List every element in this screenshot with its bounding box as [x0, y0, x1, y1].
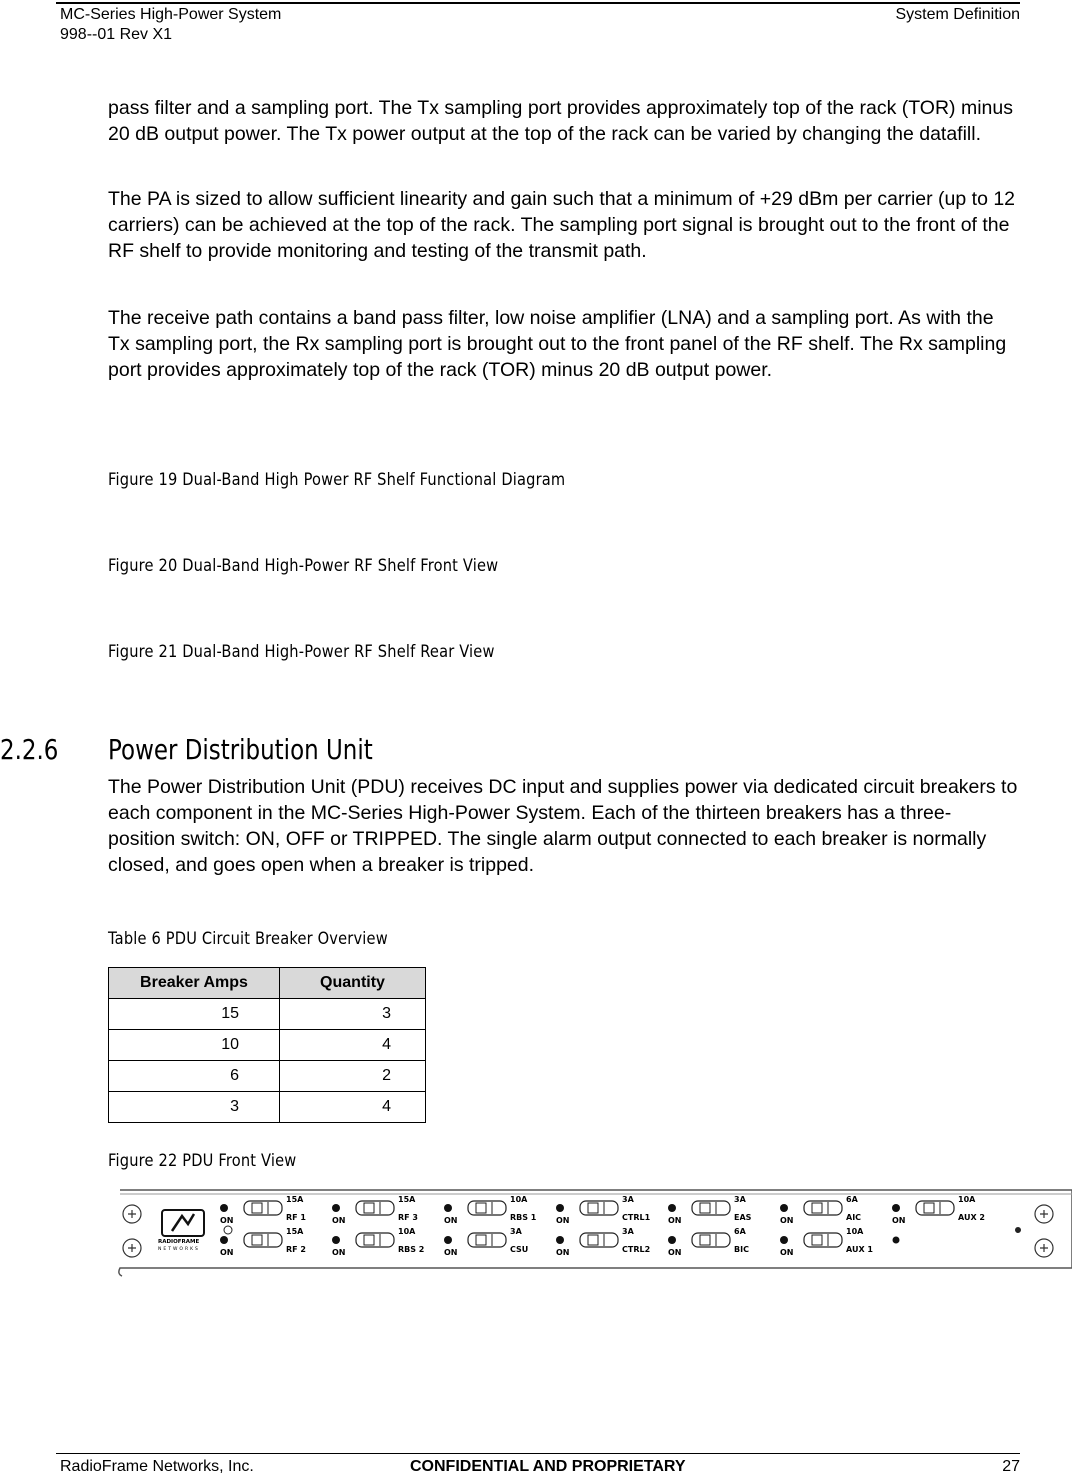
breaker-led	[668, 1204, 676, 1212]
breaker-led	[892, 1204, 900, 1212]
on-label: ON	[668, 1248, 682, 1257]
breaker-led	[893, 1237, 900, 1244]
breaker-led	[780, 1204, 788, 1212]
on-label: ON	[780, 1248, 794, 1257]
breaker-led	[220, 1204, 228, 1212]
figure-21-caption: Figure 21 Dual-Band High-Power RF Shelf Rear View	[108, 642, 495, 662]
mount-screw-icon	[1035, 1205, 1053, 1223]
on-label: ON	[444, 1216, 458, 1225]
breaker-name: AUX 2	[958, 1213, 985, 1222]
breaker-amp-rating: 6A	[734, 1227, 746, 1236]
figure-19-caption: Figure 19 Dual-Band High Power RF Shelf Functional Diagram	[108, 470, 566, 490]
breaker-switch[interactable]	[804, 1201, 842, 1215]
on-label: ON	[780, 1216, 794, 1225]
breaker-switch[interactable]	[356, 1201, 394, 1215]
section-number: 2.2.6	[0, 733, 59, 766]
breaker-name: RF 1	[286, 1213, 306, 1222]
cell-quantity: 3	[280, 999, 426, 1030]
breaker-switch[interactable]	[468, 1233, 506, 1247]
on-label: ON	[332, 1216, 346, 1225]
figure-22-caption: Figure 22 PDU Front View	[108, 1151, 297, 1171]
mount-screw-icon	[1035, 1239, 1053, 1257]
breaker-amp-rating: 15A	[286, 1227, 304, 1236]
on-label: ON	[556, 1216, 570, 1225]
section-title: Power Distribution Unit	[108, 733, 373, 766]
table-row	[109, 1092, 426, 1123]
breaker-table	[108, 967, 426, 1123]
breaker-led	[556, 1204, 564, 1212]
breaker-amp-rating: 10A	[958, 1195, 976, 1204]
mount-screw-icon	[123, 1205, 141, 1223]
breaker-name: RBS 2	[398, 1245, 425, 1254]
paragraph-pa-sizing: The PA is sized to allow sufficient linearity and gain such that a minimum of +29 dBm per carrier (up to 12 carriers) can be achieved at the top of the rack. The sampling port signal is brought out to the front of the RF shelf to provide monitoring and testing of the transmit path.	[108, 188, 1016, 262]
paragraph-tx-sampling: pass filter and a sampling port. The Tx sampling port provides approximately top of the rack (TOR) minus 20 dB output power. The Tx power output at the top of the rack can be varied by changing the datafill.	[108, 97, 1013, 145]
breaker-switch[interactable]	[692, 1233, 730, 1247]
breaker-name: CSU	[510, 1245, 529, 1254]
page-number: 27	[1002, 1458, 1020, 1475]
on-label: ON	[332, 1248, 346, 1257]
breaker-amp-rating: 6A	[846, 1195, 858, 1204]
on-label: ON	[220, 1216, 234, 1225]
pdu-front-view	[116, 1188, 1072, 1278]
breaker-amp-rating: 3A	[510, 1227, 522, 1236]
breaker-switch[interactable]	[468, 1201, 506, 1215]
breaker-led	[444, 1204, 452, 1212]
breaker-name: RF 2	[286, 1245, 306, 1254]
breaker-name: RBS 1	[510, 1213, 537, 1222]
cell-amps: 6	[109, 1061, 280, 1092]
figure-20-caption: Figure 20 Dual-Band High-Power RF Shelf Front View	[108, 556, 499, 576]
doc-title: MC-Series High-Power System	[60, 6, 282, 23]
header-section: System Definition	[895, 6, 1020, 23]
power-indicator	[224, 1226, 232, 1234]
cell-quantity: 4	[280, 1030, 426, 1061]
breaker-switch[interactable]	[580, 1201, 618, 1215]
breaker-amp-rating: 10A	[510, 1195, 528, 1204]
breaker-name: CTRL1	[622, 1213, 651, 1222]
breaker-switch[interactable]	[804, 1233, 842, 1247]
breaker-led	[332, 1236, 340, 1244]
header-rule	[56, 2, 1020, 4]
breaker-switch[interactable]	[692, 1201, 730, 1215]
table-row	[109, 999, 426, 1030]
breaker-amp-rating: 10A	[398, 1227, 416, 1236]
cell-amps: 3	[109, 1092, 280, 1123]
breaker-switch[interactable]	[244, 1201, 282, 1215]
breaker-name: BIC	[734, 1245, 749, 1254]
breaker-name: AIC	[846, 1213, 862, 1222]
on-label: ON	[892, 1216, 906, 1225]
footer-rule	[56, 1453, 1020, 1454]
footer-confidential: CONFIDENTIAL AND PROPRIETARY	[410, 1458, 686, 1475]
breaker-switch[interactable]	[916, 1201, 954, 1215]
breaker-amp-rating: 15A	[286, 1195, 304, 1204]
breaker-led	[332, 1204, 340, 1212]
breaker-name: AUX 1	[846, 1245, 873, 1254]
breaker-name: CTRL2	[622, 1245, 651, 1254]
cell-quantity: 2	[280, 1061, 426, 1092]
breaker-switch[interactable]	[356, 1233, 394, 1247]
breaker-amp-rating: 3A	[734, 1195, 746, 1204]
breaker-name: EAS	[734, 1213, 752, 1222]
breaker-led	[668, 1236, 676, 1244]
breaker-led	[556, 1236, 564, 1244]
on-label: ON	[668, 1216, 682, 1225]
on-label: ON	[220, 1248, 234, 1257]
breaker-name: RF 3	[398, 1213, 418, 1222]
breaker-led	[220, 1236, 228, 1244]
cell-quantity: 4	[280, 1092, 426, 1123]
breaker-led	[780, 1236, 788, 1244]
table-row	[109, 1030, 426, 1061]
doc-revision: 998--01 Rev X1	[60, 26, 173, 43]
cell-amps: 10	[109, 1030, 280, 1061]
breaker-switch[interactable]	[244, 1233, 282, 1247]
breaker-led	[444, 1236, 452, 1244]
breaker-amp-rating: 15A	[398, 1195, 416, 1204]
cell-amps: 15	[109, 999, 280, 1030]
paragraph-receive-path: The receive path contains a band pass filter, low noise amplifier (LNA) and a sampling port. As with the Tx sampling port, the Rx sampling port is brought out to the front panel of the RF shelf. The Rx sampling port provides approximately top of the rack (TOR) minus 20 dB output power.	[108, 307, 1007, 381]
table-row	[109, 1061, 426, 1092]
breaker-amp-rating: 3A	[622, 1227, 634, 1236]
on-label: ON	[556, 1248, 570, 1257]
mount-screw-icon	[123, 1239, 141, 1257]
header-quantity: Quantity	[280, 968, 426, 999]
header-breaker-amps: Breaker Amps	[109, 968, 280, 999]
alarm-led	[1015, 1227, 1021, 1233]
breaker-amp-rating: 3A	[622, 1195, 634, 1204]
on-label: ON	[444, 1248, 458, 1257]
table-header-row	[109, 968, 426, 999]
header-left	[60, 5, 281, 45]
breaker-amp-rating: 10A	[846, 1227, 864, 1236]
logo-text: RADIOFRAME	[158, 1239, 200, 1245]
logo-subtext: NETWORKS	[158, 1247, 200, 1252]
footer-company: RadioFrame Networks, Inc.	[60, 1458, 254, 1475]
paragraph-pdu: The Power Distribution Unit (PDU) receives DC input and supplies power via dedicated circuit breakers to each component in the MC-Series High-Power System. Each of the thirteen breakers has a three-position switch: ON, OFF or TRIPPED. The single alarm output connected to each breaker is normally closed, and goes open when a breaker is tripped.	[108, 776, 1018, 876]
breaker-switch[interactable]	[580, 1233, 618, 1247]
table-6-caption: Table 6 PDU Circuit Breaker Overview	[108, 929, 388, 949]
